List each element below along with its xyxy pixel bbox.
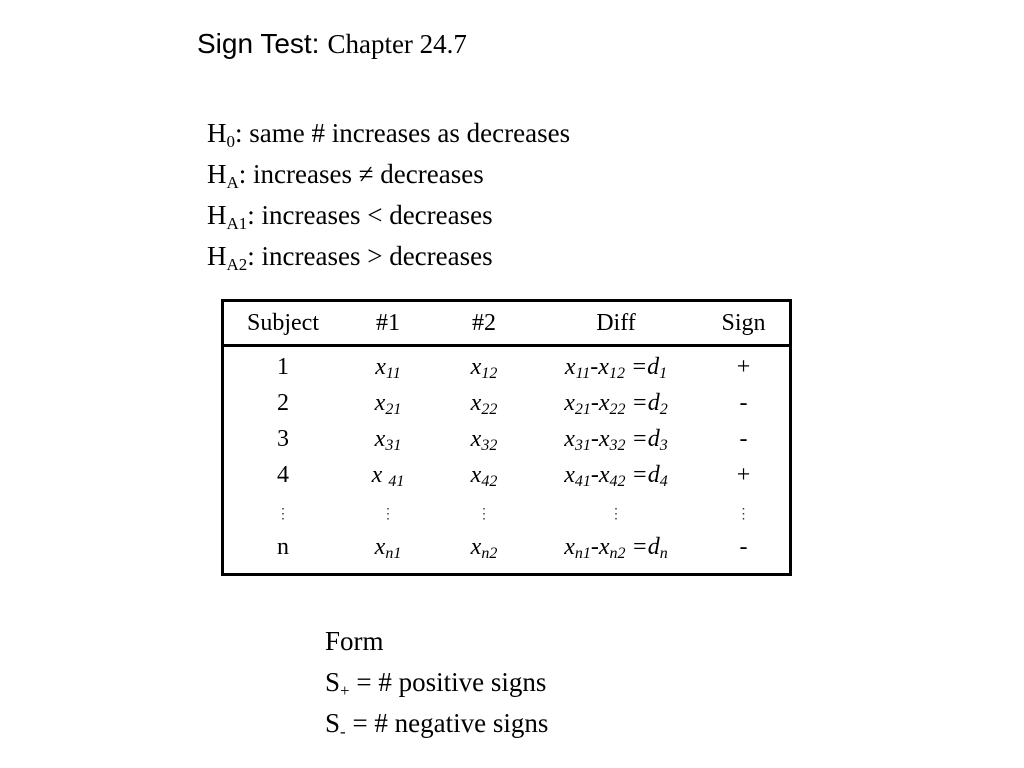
vertical-ellipsis: ⋮ <box>477 507 491 522</box>
title-sub: Chapter 24.7 <box>327 29 467 59</box>
table-row: 1 $x_{11}$ $x_{12}$ $x_{11}-x_{12} =d_1$ + <box>277 354 751 382</box>
table-header-row <box>224 305 789 341</box>
header-first: #1 <box>376 310 400 336</box>
header-diff: Diff <box>596 310 636 336</box>
vertical-ellipsis: ⋮ <box>609 507 623 522</box>
title-main: Sign Test: <box>197 28 320 59</box>
table-ellipsis-row <box>224 497 789 533</box>
hypothesis-alt-2: $H_{A2}$: increases > decreases <box>207 241 493 274</box>
vertical-ellipsis: ⋮ <box>276 507 290 522</box>
vertical-ellipsis: ⋮ <box>736 507 751 522</box>
form-block <box>325 621 548 744</box>
header-sign: Sign <box>721 310 766 336</box>
form-s-minus: $S_-$ = # negative signs <box>325 708 549 741</box>
hypothesis-null: $H_0$: same # increases as decreases <box>207 118 571 151</box>
table-row: 3 $x_{31}$ $x_{32}$ $x_{31}-x_{32} =d_3$ - <box>277 426 748 454</box>
hypothesis-alt: $H_A$: increases ≠ decreases <box>207 159 484 192</box>
hypotheses-block <box>207 113 570 277</box>
form-s-plus: $S_+$ = # positive signs <box>325 667 547 700</box>
table-row: 4 x $_{41}$ $x_{42}$ $x_{41}-x_{42} =d_4$ + <box>277 462 751 490</box>
hypothesis-alt-1: $H_{A1}$: increases < decreases <box>207 200 493 233</box>
sign-test-table <box>221 299 792 576</box>
header-second: #2 <box>472 310 496 336</box>
header-subject: Subject <box>247 310 319 336</box>
slide-title <box>197 28 467 60</box>
table-row: 2 $x_{21}$ $x_{22}$ $x_{21}-x_{22} =d_2$ - <box>277 390 748 418</box>
table-row: n $x_{n1}$ $x_{n2}$ $x_{n1}-x_{n2} =d_n$ - <box>277 534 748 562</box>
header-divider <box>224 344 789 347</box>
vertical-ellipsis: ⋮ <box>381 507 395 522</box>
form-heading: Form <box>325 626 384 656</box>
